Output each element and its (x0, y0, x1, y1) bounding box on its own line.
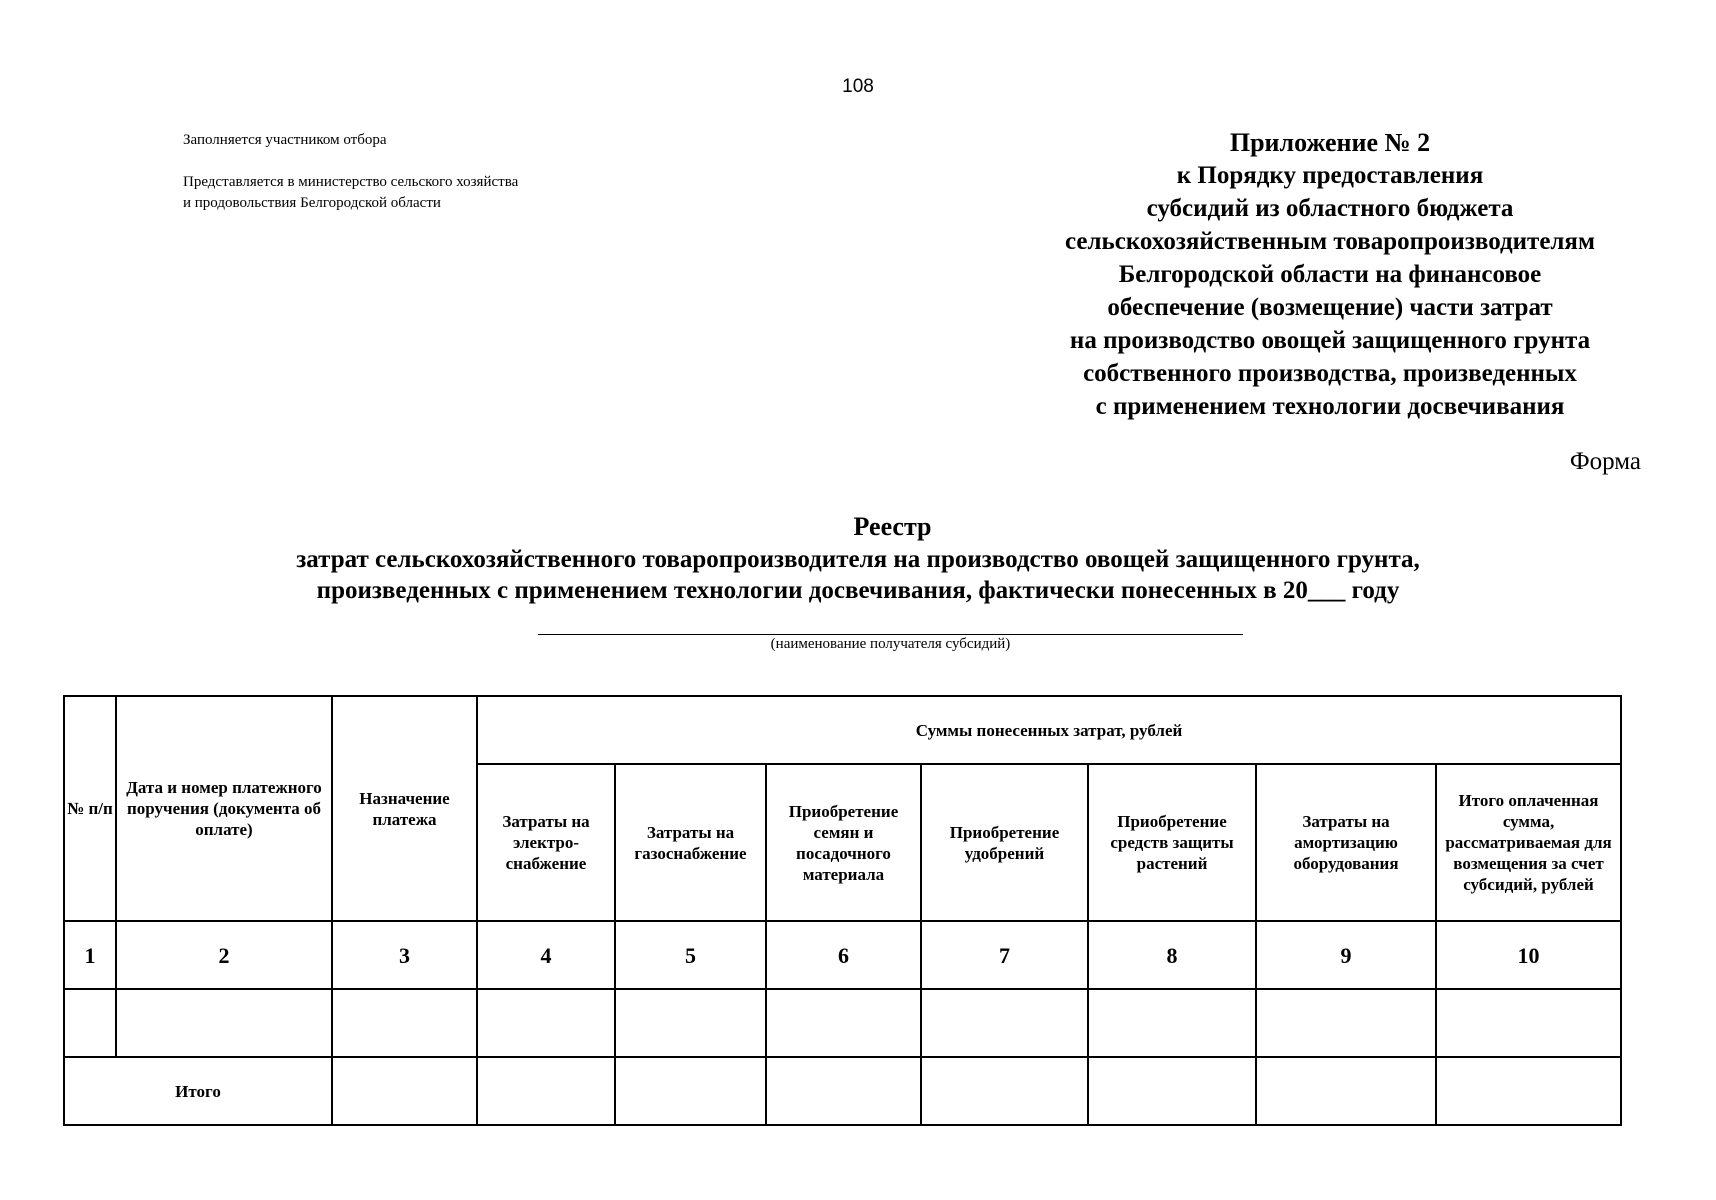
filled-by-note: Заполняется участником отбора (183, 132, 387, 148)
table-row (64, 989, 1621, 1057)
recipient-caption: (наименование получателя субсидий) (770, 636, 1011, 652)
appendix-line-1: Приложение № 2 (1229, 128, 1431, 157)
column-number-9: 9 (1256, 921, 1436, 989)
appendix-line-2: к Порядку предоставления (1176, 162, 1484, 189)
total-cell[interactable] (332, 1057, 477, 1125)
column-number-3: 3 (332, 921, 477, 989)
appendix-line-7: на производство овощей защищенного грунта (1069, 327, 1591, 354)
submitted-to-line-1: Представляется в министерство сельского хозяйства (183, 174, 519, 190)
registry-subtitle-line-1: затрат сельскохозяйственного товаропроизводителя на производство овощей защищенного грунта, (296, 546, 1420, 573)
column-number-4: 4 (477, 921, 615, 989)
empty-cell[interactable] (477, 989, 615, 1057)
header-gas-costs: Затраты на газоснабжение (615, 764, 766, 921)
total-cell[interactable] (1256, 1057, 1436, 1125)
header-fertilizer-costs: Приобретение удобрений (921, 764, 1088, 921)
registry-subtitle-line-2: произведенных с применением технологии досвечивания, фактически понесенных в 20___ году (316, 577, 1400, 604)
empty-cell[interactable] (766, 989, 921, 1057)
total-cell[interactable] (1088, 1057, 1256, 1125)
empty-cell[interactable] (1436, 989, 1621, 1057)
total-cell[interactable] (1436, 1057, 1621, 1125)
column-number-1: 1 (64, 921, 116, 989)
form-label: Форма (1569, 448, 1641, 475)
total-cell[interactable] (615, 1057, 766, 1125)
empty-cell[interactable] (116, 989, 332, 1057)
appendix-line-5: Белгородской области на финансовое (1118, 261, 1542, 288)
total-row (64, 1057, 1621, 1125)
header-depreciation-costs: Затраты на амортизацию оборудования (1256, 764, 1436, 921)
appendix-line-6: обеспечение (возмещение) части затрат (1107, 294, 1553, 321)
costs-registry-table (63, 695, 1622, 1126)
empty-cell[interactable] (921, 989, 1088, 1057)
total-label: Итого (64, 1057, 332, 1125)
header-number: № п/п (64, 696, 116, 921)
appendix-line-4: сельскохозяйственным товаропроизводителям (1064, 228, 1595, 255)
table-header-row-1 (64, 696, 1621, 764)
column-number-2: 2 (116, 921, 332, 989)
header-plant-protection-costs: Приобретение средств защиты растений (1088, 764, 1256, 921)
registry-subtitle (0, 544, 1716, 606)
column-number-7: 7 (921, 921, 1088, 989)
appendix-line-8: собственного производства, произведенных (1083, 360, 1577, 387)
empty-cell[interactable] (615, 989, 766, 1057)
header-seeds-costs: Приобретение семян и посадочного материала (766, 764, 921, 921)
empty-cell[interactable] (1256, 989, 1436, 1057)
appendix-heading (1010, 126, 1650, 423)
header-cost-sums: Суммы понесенных затрат, рублей (477, 696, 1621, 764)
page-number: 108 (842, 76, 874, 97)
total-cell[interactable] (766, 1057, 921, 1125)
total-cell[interactable] (921, 1057, 1088, 1125)
column-numbers-row (64, 921, 1621, 989)
column-number-10: 10 (1436, 921, 1621, 989)
header-payment-purpose: Назначение платежа (332, 696, 477, 921)
column-number-5: 5 (615, 921, 766, 989)
submitted-to-note (183, 172, 518, 214)
column-number-6: 6 (766, 921, 921, 989)
header-payment-document: Дата и номер платежного поручения (документа об оплате) (116, 696, 332, 921)
submitted-to-line-2: и продовольствия Белгородской области (183, 195, 441, 211)
registry-title: Реестр (853, 512, 932, 541)
total-cell[interactable] (477, 1057, 615, 1125)
column-number-8: 8 (1088, 921, 1256, 989)
appendix-line-3: субсидий из областного бюджета (1146, 195, 1514, 222)
empty-cell[interactable] (332, 989, 477, 1057)
appendix-line-9: с применением технологии досвечивания (1095, 393, 1565, 420)
recipient-name-line[interactable] (538, 634, 1243, 635)
empty-cell[interactable] (64, 989, 116, 1057)
empty-cell[interactable] (1088, 989, 1256, 1057)
header-electricity-costs: Затраты на электро-снабжение (477, 764, 615, 921)
header-total-paid: Итого оплаченная сумма, рассматриваемая для возмещения за счет субсидий, рублей (1436, 764, 1621, 921)
